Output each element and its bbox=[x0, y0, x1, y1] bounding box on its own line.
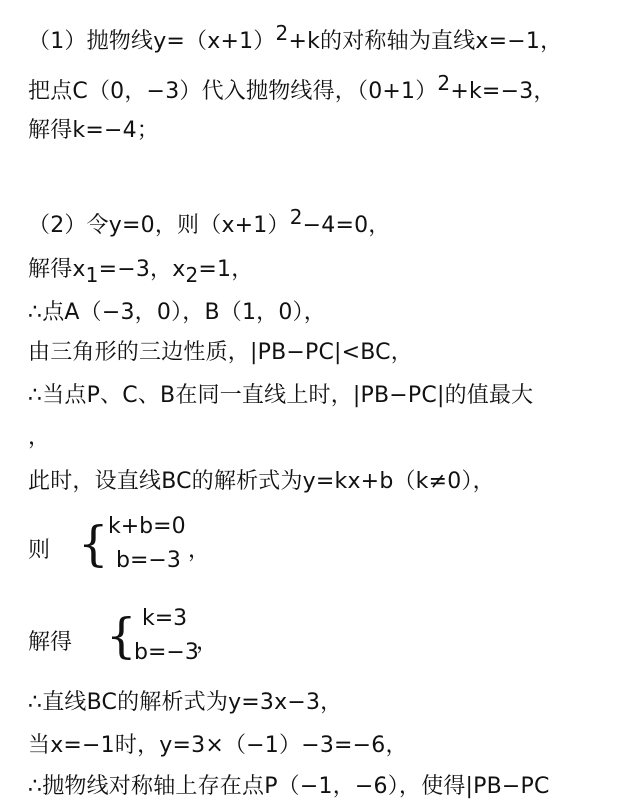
left-brace: { bbox=[106, 608, 137, 664]
subscript: 2 bbox=[185, 263, 199, 287]
line-text: （2）令y=0，则（x+1） bbox=[28, 213, 290, 238]
text-line-10: 此时，设直线BC的解析式为y=kx+b（k≠0）， bbox=[28, 469, 495, 494]
system-row-2: b=−3 bbox=[134, 640, 199, 665]
system-label: 则 bbox=[28, 538, 51, 563]
line-text: =−3，x bbox=[98, 257, 186, 282]
text-line-2 bbox=[28, 71, 556, 105]
system-label: 解得 bbox=[28, 630, 73, 655]
superscript: 2 bbox=[289, 205, 303, 229]
line-text: =1， bbox=[198, 257, 254, 282]
line-text: −4=0， bbox=[302, 213, 391, 238]
equation-system-2 bbox=[28, 606, 248, 670]
text-line-11: ∴直线BC的解析式为y=3x−3， bbox=[28, 690, 343, 715]
line-text: 解得x bbox=[28, 257, 86, 282]
line-text: +k的对称轴为直线x=−1， bbox=[288, 29, 563, 54]
system-row-2: b=−3 bbox=[116, 548, 181, 573]
superscript: 2 bbox=[437, 71, 451, 95]
equation-system-1 bbox=[28, 514, 228, 578]
line-text: 把点C（0，−3）代入抛物线得，（0+1） bbox=[28, 79, 438, 104]
text-line-7: 由三角形的三边性质，|PB−PC|<BC， bbox=[28, 340, 413, 365]
text-line-8: ∴当点P、C、B在同一直线上时，|PB−PC|的值最大 bbox=[28, 383, 534, 408]
system-row-1: k+b=0 bbox=[108, 514, 186, 539]
text-line-12: 当x=−1时，y=3×（−1）−3=−6， bbox=[28, 733, 408, 758]
line-text: （1）抛物线y=（x+1） bbox=[28, 29, 276, 54]
line-text: +k=−3， bbox=[450, 79, 556, 104]
text-line-5 bbox=[28, 256, 254, 287]
text-line-1 bbox=[28, 21, 563, 55]
text-line-13: ∴抛物线对称轴上存在点P（−1，−6），使得|PB−PC bbox=[28, 774, 550, 799]
left-brace: { bbox=[78, 516, 109, 572]
text-line-4 bbox=[28, 205, 391, 239]
text-line-6: ∴点A（−3，0），B（1，0）， bbox=[28, 300, 326, 325]
system-comma: ， bbox=[196, 630, 219, 655]
superscript: 2 bbox=[275, 21, 289, 45]
subscript: 1 bbox=[85, 263, 99, 287]
text-line-9: ， bbox=[28, 425, 51, 450]
system-comma: ， bbox=[188, 538, 211, 563]
system-row-1: k=3 bbox=[142, 606, 188, 631]
text-line-3: 解得k=−4； bbox=[28, 118, 160, 143]
